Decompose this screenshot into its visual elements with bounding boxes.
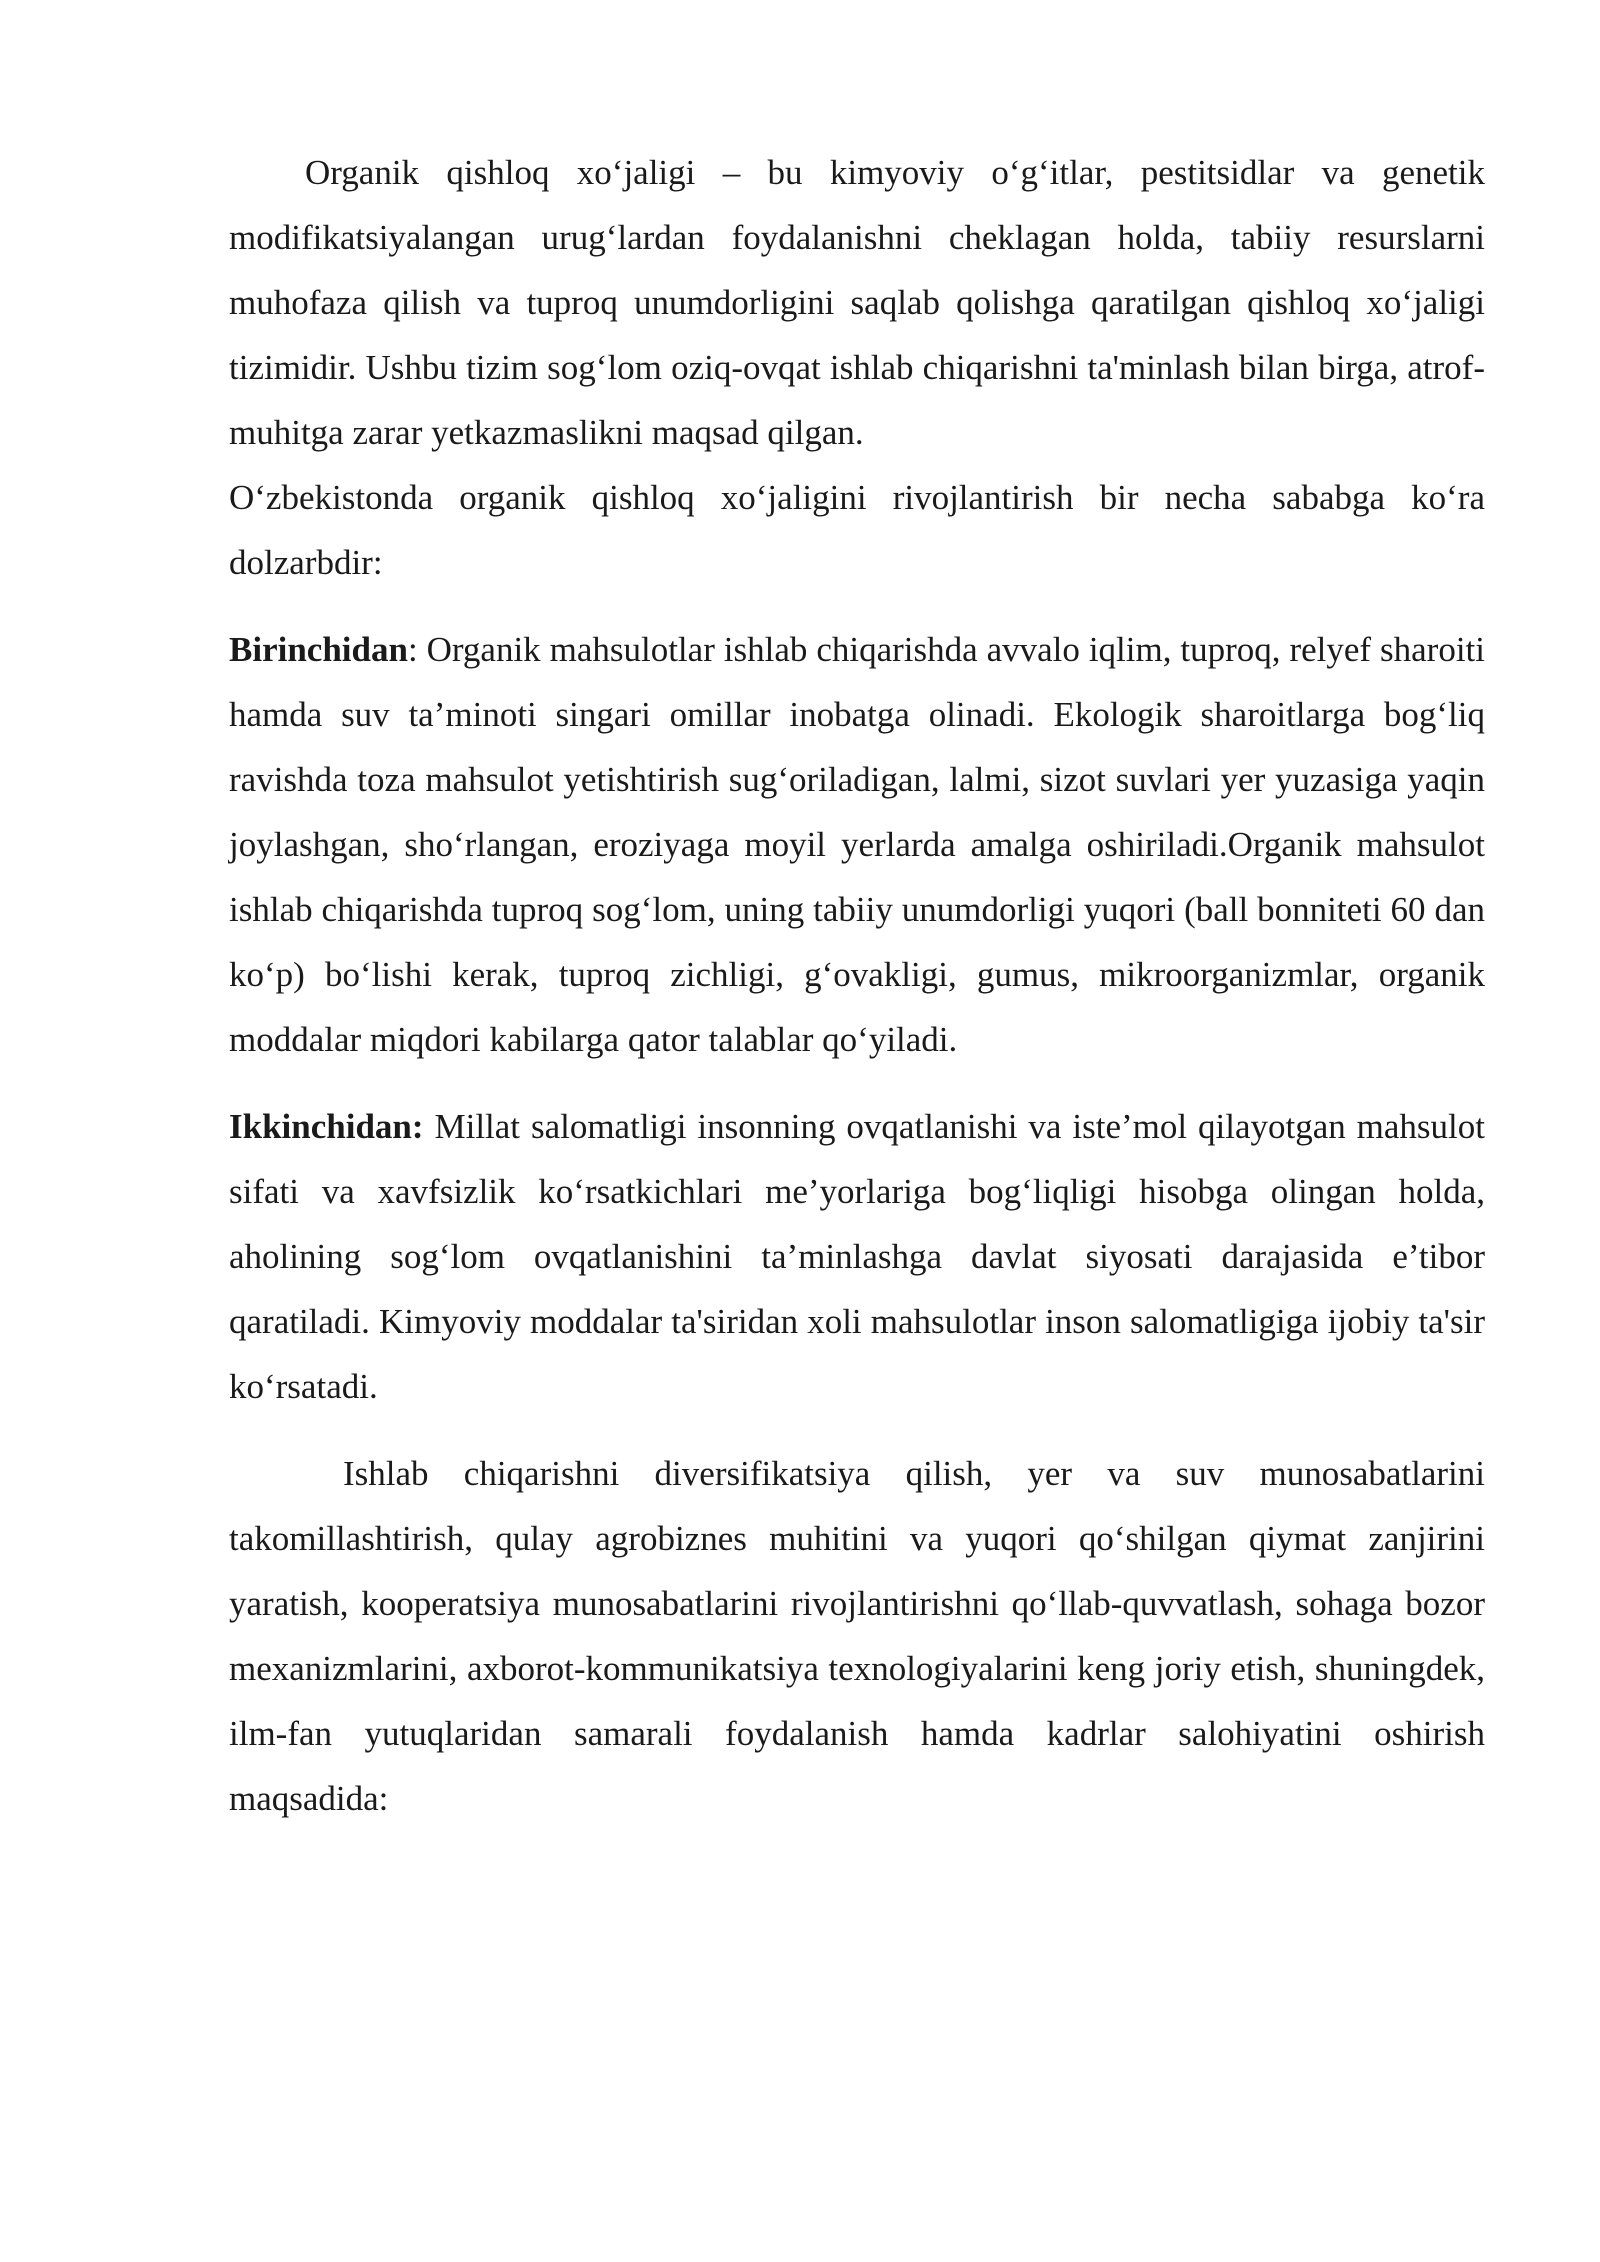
paragraph-ikkinchidan-text: Millat salomatligi insonning ovqatlanishi va iste’mol qilayotgan mahsulot sifati va xavfsizlik ko‘rsatkichlari me’yorlariga bog‘liqligi hisobga olingan holda, aholining sog‘lom ovqatlanishini ta’minlashga davlat siyosati darajasida e’tibor qaratiladi. Kimyoviy moddalar ta'siridan xoli mahsulotlar inson salomatligiga ijobiy ta'sir ko‘rsatadi. [229,1107,1485,1406]
document-body [229,140,1485,1831]
paragraph-ikkinchidan-lead: Ikkinchidan: [229,1107,424,1146]
paragraph-diversification [229,1441,1485,1831]
paragraph-intro-continuation: O‘zbekistonda organik qishloq xo‘jaligini rivojlantirish bir necha sababga ko‘ra dolzarbdir: [229,478,1485,582]
paragraph-intro [229,140,1485,595]
paragraph-diversification-text: Ishlab chiqarishni diversifikatsiya qilish, yer va suv munosabatlarini takomillashtirish, qulay agrobiznes muhitini va yuqori qo‘shilgan qiymat zanjirini yaratish, kooperatsiya munosabatlarini rivojlantirishni qo‘llab-quvvatlash, sohaga bozor mexanizmlarini, axborot-kommunikatsiya texnologiyalarini keng joriy etish, shuningdek, ilm-fan yutuqlaridan samarali foydalanish hamda kadrlar salohiyatini oshirish maqsadida: [229,1454,1485,1818]
paragraph-ikkinchidan [229,1094,1485,1419]
paragraph-birinchidan-text: : Organik mahsulotlar ishlab chiqarishda avvalo iqlim, tuproq, relyef sharoiti hamda suv ta’minoti singari omillar inobatga olinadi. Ekologik sharoitlarga bog‘liq ravishda toza mahsulot yetishtirish sug‘oriladigan, lalmi, sizot suvlari yer yuzasiga yaqin joylashgan, sho‘rlangan, eroziyaga moyil yerlarda amalga oshiriladi.Organik mahsulot ishlab chiqarishda tuproq sog‘lom, uning tabiiy unumdorligi yuqori (ball bonniteti 60 dan ko‘p) bo‘lishi kerak, tuproq zichligi, g‘ovakligi, gumus, mikroorganizmlar, organik moddalar miqdori kabilarga qator talablar qo‘yiladi. [229,630,1485,1059]
paragraph-intro-text: Organik qishloq xo‘jaligi – bu kimyoviy o‘g‘itlar, pestitsidlar va genetik modifikatsiyalangan urug‘lardan foydalanishni cheklagan holda, tabiiy resurslarni muhofaza qilish va tuproq unumdorligini saqlab qolishga qaratilgan qishloq xo‘jaligi tizimidir. Ushbu tizim sog‘lom oziq-ovqat ishlab chiqarishni ta'minlash bilan birga, atrof-muhitga zarar yetkazmaslikni maqsad qilgan. [229,153,1485,452]
paragraph-birinchidan-lead: Birinchidan [229,630,408,669]
paragraph-birinchidan [229,617,1485,1072]
